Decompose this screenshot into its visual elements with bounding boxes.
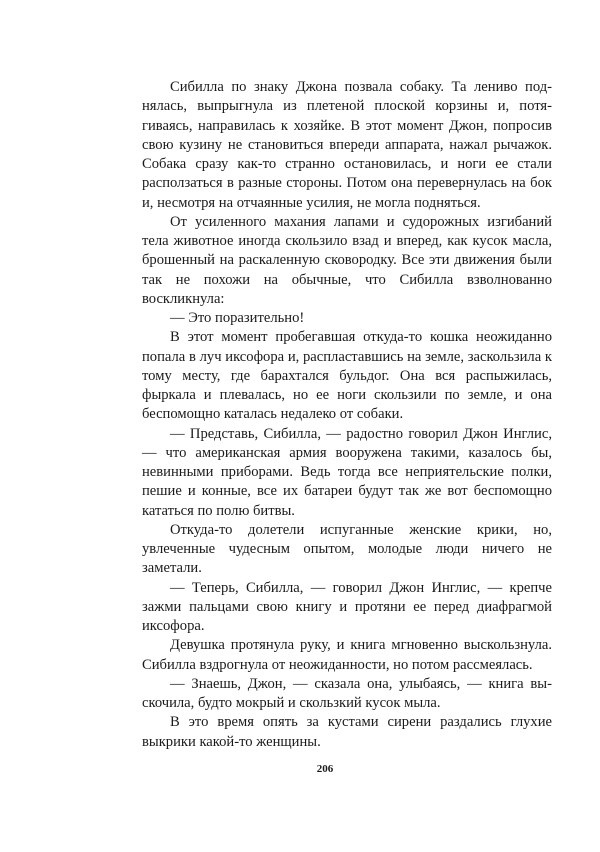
body-text xyxy=(142,78,552,752)
paragraph-7: — Теперь, Сибилла, — говорил Джон Инглис, — крепче зажми пальцами свою книгу и протяни ее перед диафрагмой иксофора. xyxy=(142,579,552,634)
paragraph-3: — Это поразительно! xyxy=(170,310,305,326)
paragraph-6: Откуда-то долетели испуганные женские крики, но, увлеченные чудесным опытом, молодые люди ничего не заметали. xyxy=(142,521,552,577)
paragraph-2: От усиленного махания лапами и судорожных изгибаний тела животное иногда скользило взад и вперед, как кусок масла, брошенный на раскаленную сковородку. Все эти движения были так не похожи на обычные, что Сибилла взволнованно воскликнула: xyxy=(142,213,552,307)
paragraph-5: — Представь, Сибилла, — радостно говорил Джон Инглис, — что американская армия вооружена такими, казалось бы, невинными приборами. Ведь тогда все неприятельские полки, пешие и конные, все их батареи будут так же вот беспомощно кататься по полю битвы. xyxy=(142,425,552,519)
page-number: 206 xyxy=(316,763,334,775)
paragraph-1: Сибилла по знаку Джона позвала собаку. Та лениво поднялась, выпрыгнула из плетеной плоской корзины и, потягиваясь, направилась к хозяйке. В этот момент Джон, попросив свою кузину не становиться впереди аппарата, нажал рычажок. Собака сразу как-то странно остановилась, и ноги ее стали расползаться в разные стороны. Потом она перевернулась на бок и, несмотря на отчаянные усилия, не могла подняться. xyxy=(142,79,552,211)
paragraph-8: Девушка протянула руку, и книга мгновенно выскользнула. Сибилла вздрогнула от неожиданности, но потом рассмеялась. xyxy=(142,637,552,673)
paragraph-4: В этот момент пробегавшая откуда-то кошка неожиданно попала в луч иксофора и, распластавшись на земле, заскользила к тому месту, где барахтался бульдог. Она вся распыжилась, фыркала и плевалась, но ее ноги скользили по земле, и она беспомощно каталась недалеко от собаки. xyxy=(142,329,552,423)
paragraph-10: В это время опять за кустами сирени раздались глухие выкрики какой-то женщины. xyxy=(142,714,552,750)
paragraph-9: — Знаешь, Джон, — сказала она, улыбаясь, — книга выскочила, будто мокрый и скользкий кусок мыла. xyxy=(142,675,552,711)
